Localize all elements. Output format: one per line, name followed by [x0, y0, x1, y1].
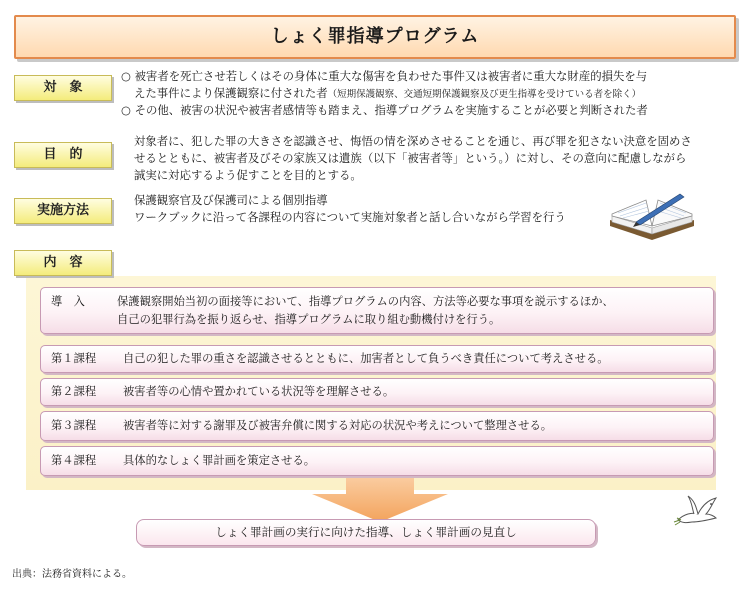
book-pen-icon	[606, 190, 698, 246]
target-item-2-line1: その他、被害の状況や被害者感情等も踏まえ、指導プログラムを実施することが必要と判断された者	[134, 103, 648, 117]
course-1-name: 第１課程	[51, 352, 97, 365]
course-4	[40, 446, 714, 476]
step-intro-line2: 自己の犯罪行為を振り返らせ、指導プログラムに取り組む動機付けを行う。	[117, 313, 501, 326]
step-intro-name: 導 入	[51, 295, 85, 308]
bullet: ○	[121, 69, 131, 83]
target-item-1-line1: 被害者を死亡させ若しくはその身体に重大な傷害を負わせた事件又は被害者に重大な財産的損失を与	[134, 69, 648, 83]
dove-icon	[672, 490, 722, 530]
course-4-name: 第４課程	[51, 454, 97, 467]
course-1	[40, 345, 714, 373]
course-2	[40, 378, 714, 406]
label-method: 実施方法	[14, 198, 112, 224]
label-contents: 内 容	[14, 250, 112, 276]
course-1-text: 自己の犯した罪の重さを認識させるとともに、加害者として負うべき責任について考えさせる。	[123, 352, 609, 365]
target-item-1-note: （短期保護観察、交通短期保護観察及び更生指導を受けている者を除く）	[327, 89, 642, 100]
purpose-line-1: 対象者に、犯した罪の大きさを認識させ、悔悟の情を深めさせることを通じ、再び罪を犯さない決意を固めさ	[134, 134, 692, 148]
step-intro	[40, 287, 714, 334]
target-item-1	[121, 68, 647, 85]
course-3-text: 被害者等に対する謝罪及び被害弁償に関する対応の状況や考えについて整理させる。	[123, 419, 553, 432]
result-box: しょく罪計画の実行に向けた指導、しょく罪計画の見直し	[136, 519, 596, 546]
down-arrow-icon	[300, 472, 460, 524]
label-target: 対 象	[14, 75, 112, 101]
method-line-2: ワークブックに沿って各課程の内容について実施対象者と話し合いながら学習を行う	[134, 210, 566, 224]
course-4-text: 具体的なしょく罪計画を策定させる。	[123, 454, 316, 467]
target-item-1-line2-main: えた事件により保護観察に付された者	[134, 86, 328, 100]
method-line-1: 保護観察官及び保護司による個別指導	[134, 193, 328, 207]
course-2-text: 被害者等の心情や置かれている状況等を理解させる。	[123, 385, 395, 398]
course-3-name: 第３課程	[51, 419, 97, 432]
course-2-name: 第２課程	[51, 385, 97, 398]
target-item-2	[121, 102, 648, 119]
bullet: ○	[121, 103, 131, 117]
target-item-1-line2	[134, 85, 641, 103]
course-3	[40, 411, 714, 441]
label-purpose: 目 的	[14, 142, 112, 168]
page-title: しょく罪指導プログラム	[14, 15, 736, 59]
source-note: 出典：法務省資料による。	[12, 569, 132, 580]
step-intro-line1: 保護観察開始当初の面接等において、指導プログラムの内容、方法等必要な事項を説示するほか、	[117, 295, 614, 308]
purpose-line-3: 誠実に対応するよう促すことを目的とする。	[134, 168, 362, 182]
purpose-line-2: せるとともに、被害者及びその家族又は遺族（以下「被害者等」という。）に対し、その意向に配慮しながら	[134, 151, 687, 165]
